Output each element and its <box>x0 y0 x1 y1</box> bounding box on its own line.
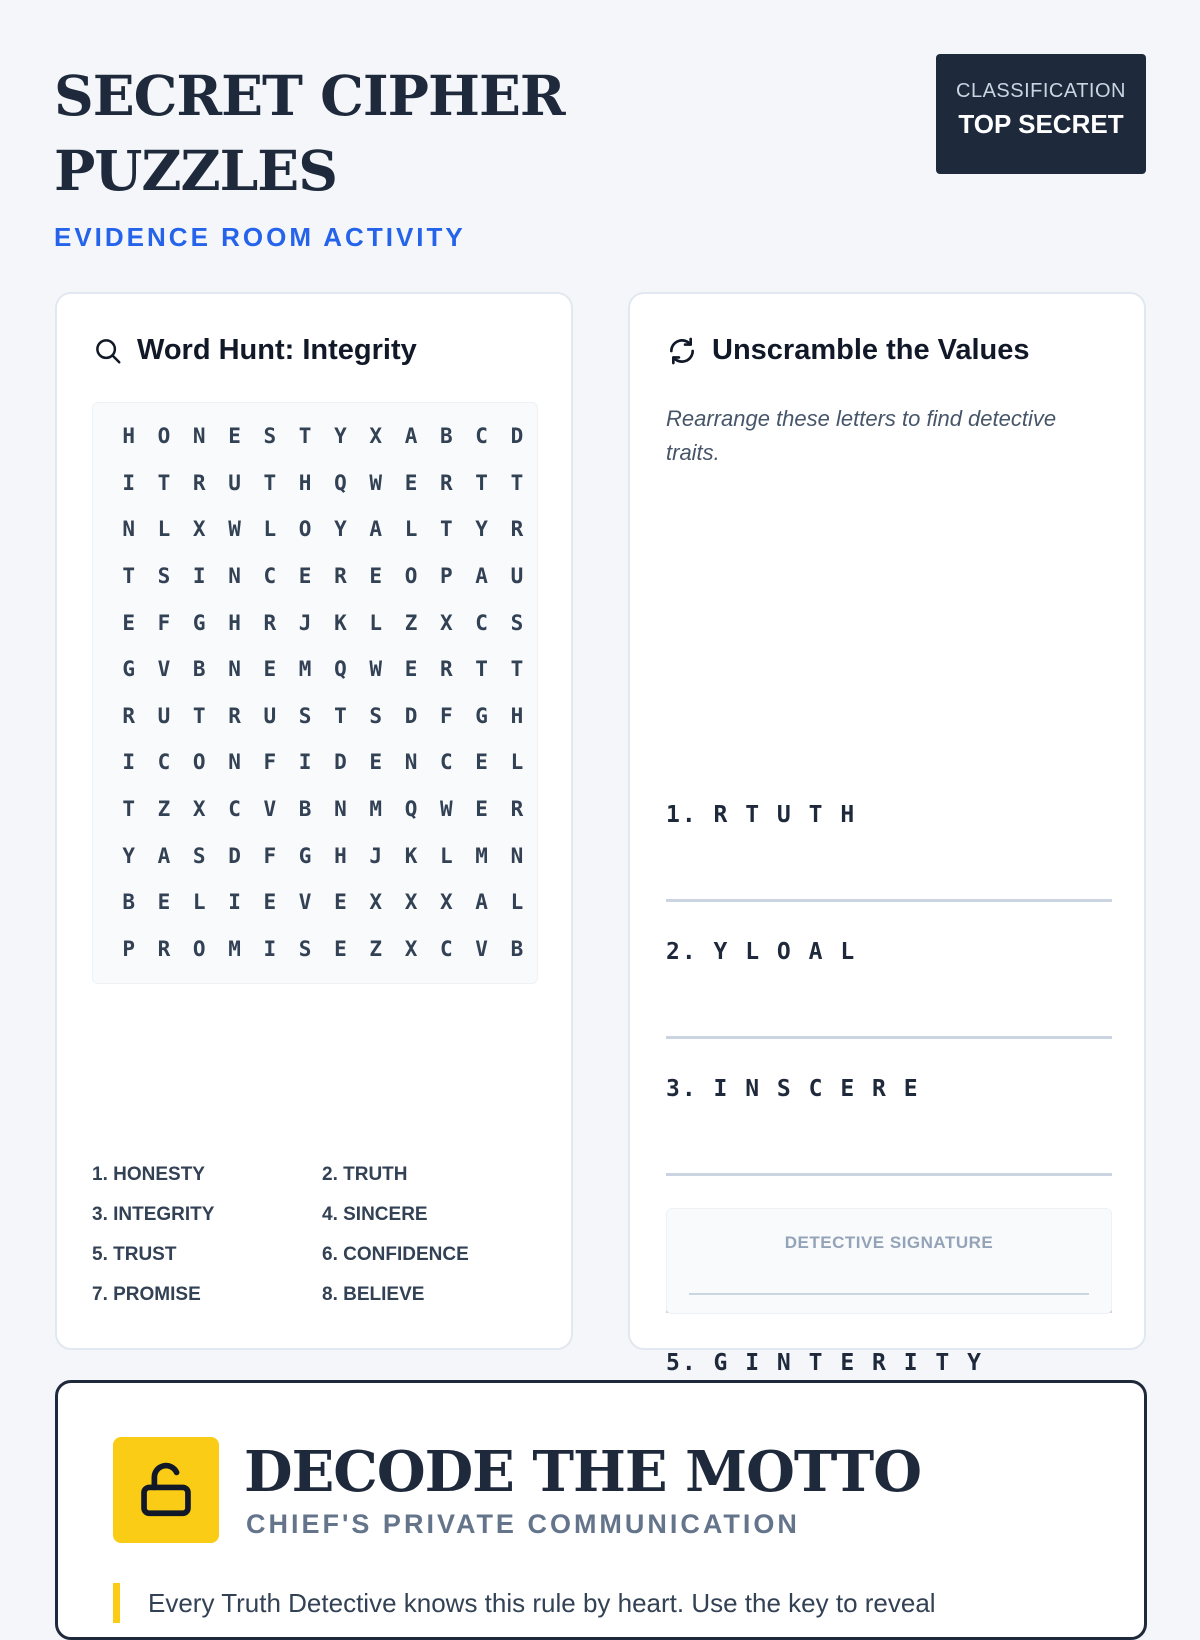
grid-cell[interactable]: R <box>263 610 277 635</box>
grid-cell[interactable]: O <box>157 424 171 449</box>
grid-cell[interactable]: T <box>475 657 488 682</box>
grid-cell[interactable]: Z <box>369 936 383 961</box>
grid-cell[interactable]: R <box>439 470 453 495</box>
grid-cell[interactable]: O <box>192 936 206 961</box>
grid-cell[interactable]: T <box>510 657 524 682</box>
grid-cell[interactable]: M <box>228 936 241 961</box>
grid-cell[interactable]: I <box>298 750 312 775</box>
grid-cell[interactable]: H <box>228 610 241 635</box>
grid-cell[interactable]: B <box>439 424 453 449</box>
grid-cell[interactable]: E <box>475 797 488 822</box>
grid-cell[interactable]: O <box>404 564 418 589</box>
grid-cell[interactable]: Z <box>404 610 418 635</box>
grid-cell[interactable]: H <box>122 424 135 449</box>
grid-cell[interactable]: G <box>192 610 206 635</box>
page-subtitle: EVIDENCE ROOM ACTIVITY <box>54 222 466 252</box>
grid-cell[interactable]: A <box>369 517 383 542</box>
grid-cell[interactable]: E <box>298 564 312 589</box>
grid-cell[interactable]: T <box>157 470 171 495</box>
unscramble-header <box>666 334 1030 367</box>
grid-cell[interactable]: W <box>228 517 241 542</box>
search-icon <box>93 336 123 366</box>
page-title: SECRET CIPHER PUZZLES <box>54 63 565 203</box>
grid-cell[interactable]: D <box>334 750 347 775</box>
grid-cell[interactable]: M <box>369 797 383 822</box>
grid-cell[interactable]: E <box>369 750 383 775</box>
grid-cell[interactable]: C <box>228 797 241 822</box>
grid-cell[interactable]: I <box>263 936 277 961</box>
word-list-item: 7. PROMISE <box>92 1284 201 1305</box>
grid-cell[interactable]: D <box>510 424 524 449</box>
grid-cell[interactable]: N <box>228 657 241 682</box>
word-list-item: 6. CONFIDENCE <box>322 1244 469 1265</box>
grid-cell[interactable]: R <box>510 797 524 822</box>
grid-cell[interactable]: X <box>404 890 418 915</box>
grid-cell[interactable]: U <box>228 470 241 495</box>
grid-cell[interactable]: B <box>298 797 312 822</box>
motto-title: DECODE THE MOTTO <box>244 1439 921 1505</box>
signature-box[interactable] <box>666 1208 1112 1314</box>
signature-line[interactable] <box>689 1293 1089 1295</box>
grid-cell[interactable]: L <box>369 610 383 635</box>
grid-cell[interactable]: Z <box>157 797 171 822</box>
unlock-icon <box>135 1459 197 1521</box>
grid-cell[interactable]: V <box>263 797 277 822</box>
scramble-word: 1. R T U T H <box>666 802 857 828</box>
grid-cell[interactable]: E <box>263 890 277 915</box>
grid-cell[interactable]: G <box>298 843 312 868</box>
scramble-answer-line[interactable] <box>666 1066 1112 1176</box>
unscramble-hint: Rearrange these letters to find detective traits. <box>666 406 1057 465</box>
motto-card <box>55 1380 1147 1640</box>
grid-cell[interactable]: Q <box>404 797 418 822</box>
classification-badge <box>936 54 1146 174</box>
grid-cell[interactable]: W <box>369 470 383 495</box>
grid-cell[interactable]: E <box>122 610 135 635</box>
grid-cell[interactable]: F <box>263 843 277 868</box>
grid-cell[interactable]: N <box>192 424 206 449</box>
grid-cell[interactable]: Q <box>334 657 347 682</box>
unscramble-title: Unscramble the Values <box>712 334 1030 366</box>
grid-cell[interactable]: X <box>369 424 383 449</box>
grid-cell[interactable]: J <box>369 843 383 868</box>
grid-cell[interactable]: T <box>334 703 347 728</box>
grid-cell[interactable]: M <box>475 843 488 868</box>
grid-cell[interactable]: L <box>263 517 277 542</box>
grid-cell[interactable]: N <box>228 750 241 775</box>
grid-cell[interactable]: B <box>192 657 206 682</box>
grid-cell[interactable]: S <box>510 610 524 635</box>
classification-label: CLASSIFICATION <box>956 80 1126 102</box>
grid-cell[interactable]: D <box>404 703 418 728</box>
grid-cell[interactable]: X <box>192 797 206 822</box>
grid-cell[interactable]: C <box>157 750 171 775</box>
grid-cell[interactable]: Y <box>122 843 135 868</box>
grid-cell[interactable]: W <box>439 797 453 822</box>
grid-cell[interactable]: L <box>510 890 524 915</box>
grid-cell[interactable]: X <box>439 890 453 915</box>
grid-cell[interactable]: L <box>510 750 524 775</box>
grid-cell[interactable]: Q <box>334 470 347 495</box>
word-list <box>92 1164 552 1324</box>
grid-cell[interactable]: V <box>475 936 488 961</box>
grid-cell[interactable]: K <box>404 843 418 868</box>
letter-grid <box>111 413 535 972</box>
grid-cell[interactable]: V <box>157 657 171 682</box>
grid-cell[interactable]: T <box>298 424 312 449</box>
classification-value: TOP SECRET <box>958 109 1124 139</box>
grid-cell[interactable]: Y <box>334 517 347 542</box>
grid-cell[interactable]: E <box>263 657 277 682</box>
grid-cell[interactable]: N <box>334 797 347 822</box>
grid-cell[interactable]: I <box>122 470 135 495</box>
grid-cell[interactable]: T <box>192 703 206 728</box>
word-list-item: 4. SINCERE <box>322 1204 428 1225</box>
scramble-word: 5. G I N T E R I T Y <box>666 1350 983 1376</box>
grid-cell[interactable]: E <box>157 890 171 915</box>
grid-cell[interactable]: A <box>404 424 418 449</box>
grid-cell[interactable]: E <box>228 424 241 449</box>
grid-cell[interactable]: C <box>439 936 453 961</box>
grid-cell[interactable]: R <box>228 703 241 728</box>
grid-cell[interactable]: P <box>122 936 135 961</box>
grid-cell[interactable]: M <box>298 657 312 682</box>
grid-cell[interactable]: I <box>228 890 241 915</box>
word-hunt-card <box>55 292 573 1350</box>
grid-cell[interactable]: L <box>192 890 206 915</box>
grid-cell[interactable]: V <box>298 890 312 915</box>
grid-cell[interactable]: S <box>192 843 206 868</box>
scramble-word: 2. Y L O A L <box>666 939 857 965</box>
grid-cell[interactable]: E <box>404 657 418 682</box>
grid-cell[interactable]: T <box>475 470 488 495</box>
grid-cell[interactable]: F <box>439 703 453 728</box>
grid-cell[interactable]: H <box>510 703 524 728</box>
grid-cell[interactable]: C <box>475 610 488 635</box>
grid-cell[interactable]: C <box>439 750 453 775</box>
grid-cell[interactable]: F <box>157 610 171 635</box>
grid-cell[interactable]: T <box>510 470 524 495</box>
scramble-answer-line[interactable] <box>666 929 1112 1039</box>
word-hunt-header <box>93 334 417 367</box>
word-list-item: 2. TRUTH <box>322 1164 408 1185</box>
grid-cell[interactable]: E <box>369 564 383 589</box>
word-list-item: 1. HONESTY <box>92 1164 205 1185</box>
grid-cell[interactable]: F <box>263 750 277 775</box>
grid-cell[interactable]: S <box>157 564 171 589</box>
grid-cell[interactable]: Y <box>334 424 347 449</box>
grid-cell[interactable]: I <box>122 750 135 775</box>
grid-cell[interactable]: R <box>122 703 135 728</box>
grid-cell[interactable]: U <box>263 703 277 728</box>
grid-cell[interactable]: E <box>334 936 347 961</box>
grid-cell[interactable]: R <box>192 470 206 495</box>
grid-cell[interactable]: O <box>192 750 206 775</box>
refresh-icon <box>666 335 698 367</box>
grid-cell[interactable]: I <box>192 564 206 589</box>
grid-cell[interactable]: R <box>439 657 453 682</box>
grid-cell[interactable]: E <box>475 750 488 775</box>
lock-badge <box>113 1437 219 1543</box>
grid-cell[interactable]: H <box>334 843 347 868</box>
grid-cell[interactable]: D <box>228 843 241 868</box>
grid-cell[interactable]: R <box>334 564 347 589</box>
grid-cell[interactable]: T <box>122 564 135 589</box>
word-hunt-title: Word Hunt: Integrity <box>137 334 417 366</box>
grid-cell[interactable]: N <box>122 517 135 542</box>
signature-label: DETECTIVE SIGNATURE <box>784 1233 994 1252</box>
grid-cell[interactable]: A <box>475 564 488 589</box>
grid-cell[interactable]: L <box>157 517 171 542</box>
grid-cell[interactable]: A <box>157 843 171 868</box>
grid-cell[interactable]: G <box>122 657 135 682</box>
grid-cell[interactable]: B <box>510 936 524 961</box>
grid-cell[interactable]: E <box>404 470 418 495</box>
grid-cell[interactable]: C <box>475 424 488 449</box>
grid-cell[interactable]: N <box>228 564 241 589</box>
grid-cell[interactable]: R <box>157 936 171 961</box>
grid-cell[interactable]: B <box>122 890 135 915</box>
grid-cell[interactable]: A <box>475 890 488 915</box>
grid-cell[interactable]: Y <box>475 517 488 542</box>
grid-cell[interactable]: U <box>157 703 171 728</box>
grid-cell[interactable]: S <box>263 424 277 449</box>
scramble-word: 3. I N S C E R E <box>666 1076 920 1102</box>
word-list-item: 3. INTEGRITY <box>92 1204 215 1225</box>
grid-cell[interactable]: R <box>510 517 524 542</box>
grid-cell[interactable]: N <box>404 750 418 775</box>
grid-cell[interactable]: C <box>263 564 277 589</box>
grid-cell[interactable]: X <box>404 936 418 961</box>
grid-cell[interactable]: S <box>298 703 312 728</box>
grid-cell[interactable]: N <box>510 843 524 868</box>
grid-cell[interactable]: X <box>369 890 383 915</box>
grid-cell[interactable]: H <box>298 470 312 495</box>
grid-cell[interactable]: W <box>369 657 383 682</box>
header <box>54 58 1146 258</box>
grid-cell[interactable]: T <box>263 470 277 495</box>
motto-quote: Every Truth Detective knows this rule by heart. Use the key to reveal <box>113 1583 1093 1623</box>
grid-cell[interactable]: S <box>298 936 312 961</box>
grid-cell[interactable]: T <box>439 517 453 542</box>
grid-cell[interactable]: L <box>404 517 418 542</box>
grid-cell[interactable]: X <box>439 610 453 635</box>
grid-cell[interactable]: L <box>439 843 453 868</box>
grid-cell[interactable]: P <box>439 564 453 589</box>
unscramble-card <box>628 292 1146 1376</box>
grid-cell[interactable]: J <box>298 610 312 635</box>
word-search-grid <box>92 402 538 984</box>
grid-cell[interactable]: X <box>192 517 206 542</box>
grid-cell[interactable]: S <box>369 703 383 728</box>
grid-cell[interactable]: O <box>298 517 312 542</box>
scramble-answer-line[interactable] <box>666 792 1112 902</box>
grid-cell[interactable]: U <box>510 564 524 589</box>
motto-subtitle: CHIEF'S PRIVATE COMMUNICATION <box>246 1509 800 1539</box>
grid-cell[interactable]: K <box>334 610 347 635</box>
grid-cell[interactable]: G <box>475 703 488 728</box>
word-list-item: 5. TRUST <box>92 1244 177 1265</box>
grid-cell[interactable]: E <box>334 890 347 915</box>
grid-cell[interactable]: T <box>122 797 135 822</box>
word-list-item: 8. BELIEVE <box>322 1284 425 1305</box>
